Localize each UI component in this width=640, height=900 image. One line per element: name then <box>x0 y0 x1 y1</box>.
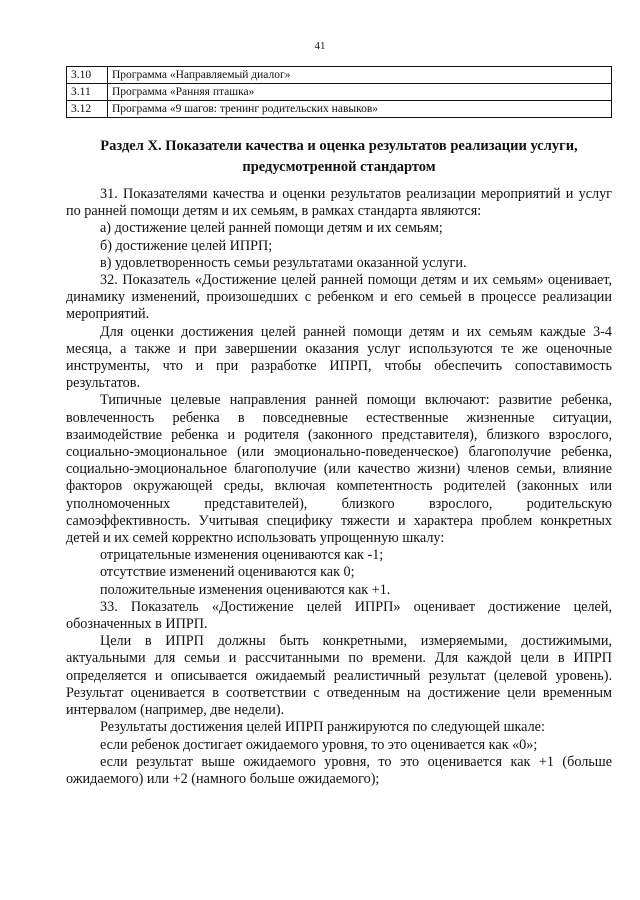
row-number: 3.10 <box>67 67 108 84</box>
list-item: в) удовлетворенность семьи результатами оказанной услуги. <box>100 254 467 271</box>
paragraph: 33. Показатель «Достижение целей ИПРП» оценивает достижение целей, обозначенных в ИПРП. <box>66 598 612 633</box>
row-text: Программа «Ранняя пташка» <box>108 84 612 101</box>
list-item: а) достижение целей ранней помощи детям и их семьям; <box>100 220 443 237</box>
table-row <box>67 84 612 101</box>
table-row <box>67 101 612 118</box>
body-text <box>66 186 612 788</box>
paragraph: 32. Показатель «Достижение целей ранней помощи детям и их семьям» оценивает, динамику изменений, произошедших с ребенком и его семьей в процессе реализации мероприятий. <box>66 272 612 323</box>
row-text: Программа «9 шагов: тренинг родительских навыков» <box>108 101 612 118</box>
row-number: 3.11 <box>67 84 108 101</box>
paragraph: 31. Показателями качества и оценки результатов реализации мероприятий и услуг по ранней помощи детям и их семьям, в рамках стандарта являются: <box>66 186 612 220</box>
row-text: Программа «Направляемый диалог» <box>108 67 612 84</box>
paragraph: Для оценки достижения целей ранней помощи детям и их семьям каждые 3-4 месяца, а также и при завершении оказания услуг используются те же оценочные инструменты, что и при разработке ИПРП, чтобы обеспечить сопоставимость результатов. <box>66 323 612 392</box>
list-item: положительные изменения оцениваются как +1. <box>100 581 391 598</box>
table-row <box>67 67 612 84</box>
list-item: отрицательные изменения оцениваются как -1; <box>100 547 384 564</box>
paragraph: Типичные целевые направления ранней помощи включают: развитие ребенка, вовлеченность ребенка в повседневные естественные жизненные ситуации, взаимодействие ребенка и родителя (законного представителя), близкого взрослого, социально-эмоциональное (или эмоционально-поведенческое) благополучие ребенка, социально-эмоциональное благополучие (или качество жизни) членов семьи, влияние факторов окружающей среды, включая компетентность родителей (законных или уполномоченных представителей), близкого взрослого, родительскую самоэффективность. Учитывая специфику тяжести и характера проблем конкретных детей и их семей корректно использовать упрощенную шкалу: <box>66 392 612 547</box>
programs-table <box>66 66 612 118</box>
paragraph: Цели в ИПРП должны быть конкретными, измеряемыми, достижимыми, актуальными для семьи и рассчитанными по времени. Для каждой цели в ИПРП определяется и описывается ожидаемый реалистичный результат (целевой уровень). Результат оценивается в соответствии с отведенным на достижение цели временным интервалом (например, две недели). <box>66 633 612 719</box>
paragraph: Результаты достижения целей ИПРП ранжируются по следующей шкале: <box>100 719 545 736</box>
paragraph: если ребенок достигает ожидаемого уровня, то это оценивается как «0»; <box>100 736 538 753</box>
paragraph: если результат выше ожидаемого уровня, то это оценивается как +1 (больше ожидаемого) или +2 (намного больше ожидаемого); <box>66 753 612 787</box>
list-item: б) достижение целей ИПРП; <box>100 237 273 254</box>
section-title: Раздел X. Показатели качества и оценка результатов реализации услуги, предусмотренной стандартом <box>100 138 578 175</box>
row-number: 3.12 <box>67 101 108 118</box>
page-number: 41 <box>314 40 326 52</box>
list-item: отсутствие изменений оцениваются как 0; <box>100 564 355 581</box>
